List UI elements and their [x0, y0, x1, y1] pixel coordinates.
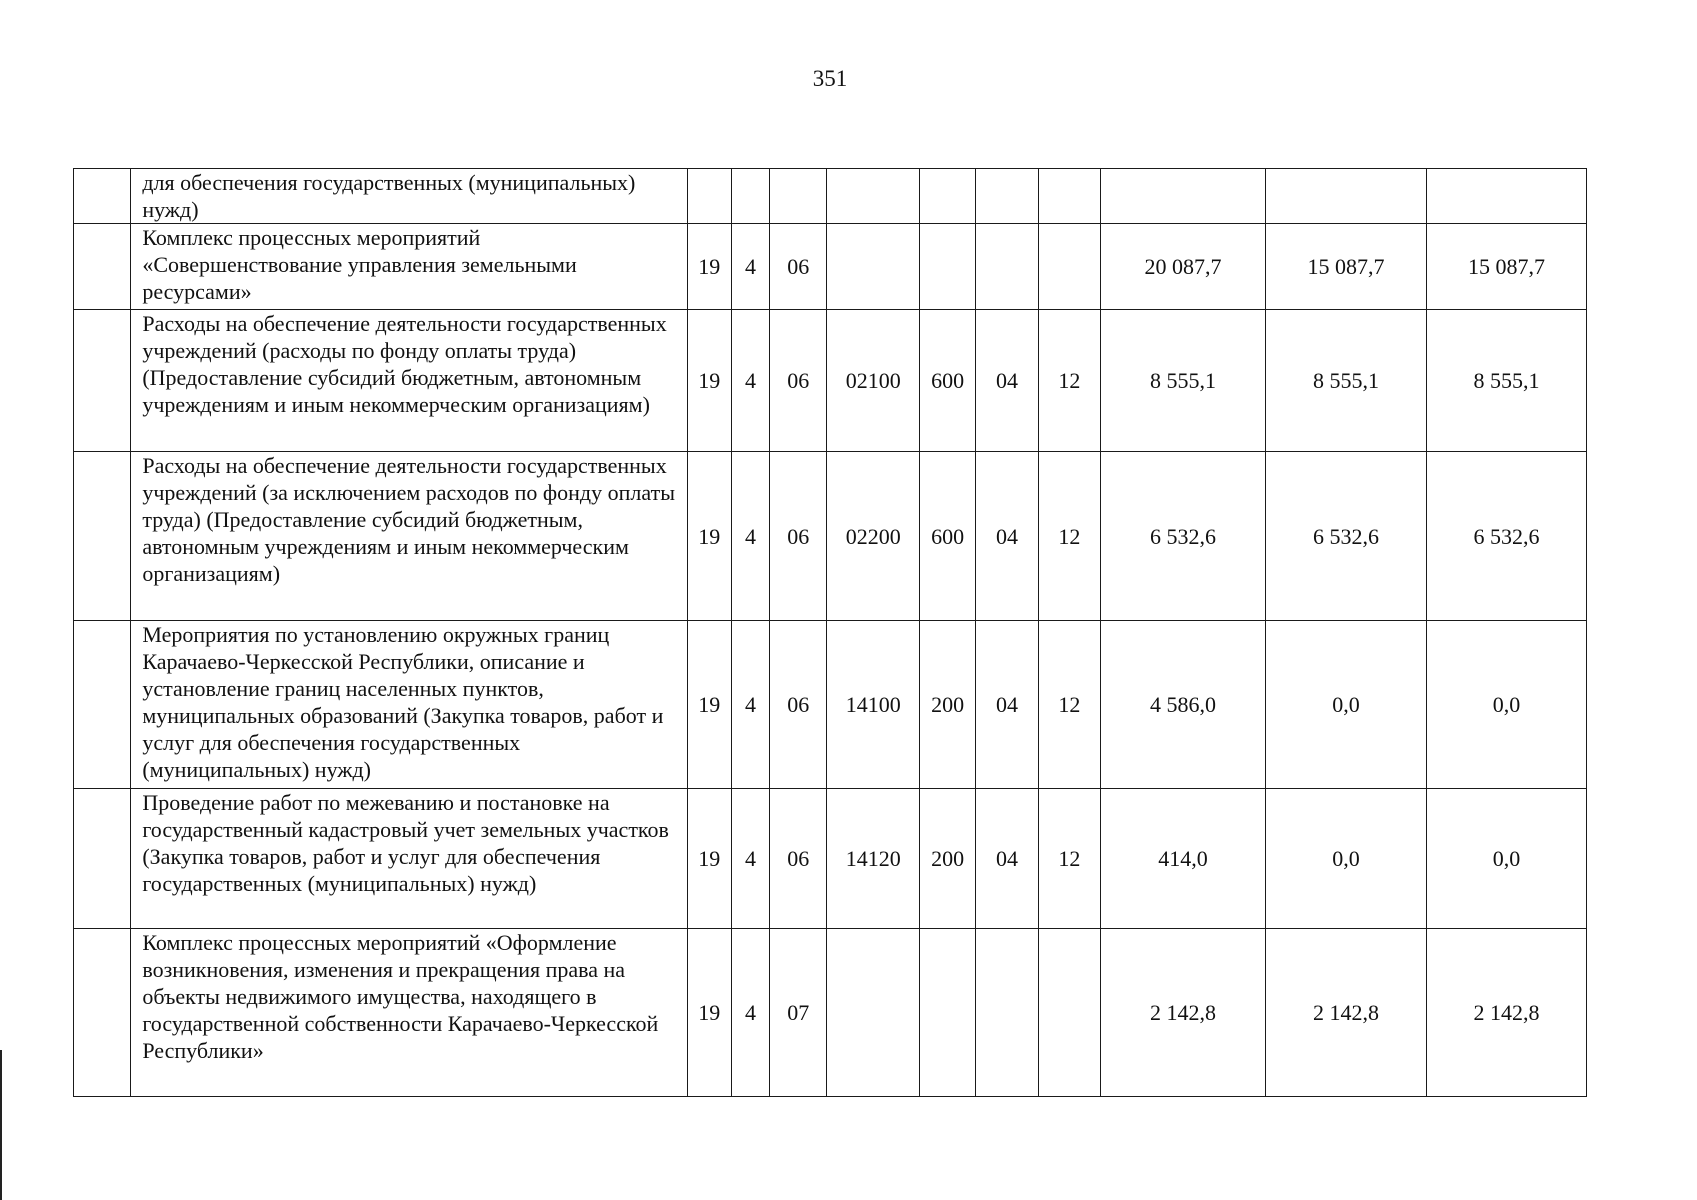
- row-number-cell: [74, 621, 131, 789]
- code-cell: 19: [687, 224, 731, 310]
- amount-cell: 20 087,7: [1101, 224, 1266, 310]
- description-cell: Расходы на обеспечение деятельности государственных учреждений (расходы по фонду оплаты труда) (Предоставление субсидий бюджетным, автономным учреждениям и иным некоммерческим организациям): [131, 310, 687, 452]
- table-row: [74, 929, 1587, 1097]
- code-cell: 4: [731, 224, 769, 310]
- code-cell: 200: [919, 789, 975, 929]
- code-cell: 600: [919, 452, 975, 621]
- code-cell: 04: [976, 310, 1038, 452]
- code-cell: 06: [770, 789, 827, 929]
- code-cell: 19: [687, 310, 731, 452]
- amount-cell: [1426, 169, 1586, 224]
- table-row: [74, 789, 1587, 929]
- amount-cell: [1265, 169, 1426, 224]
- code-cell: 06: [770, 310, 827, 452]
- code-cell: [1038, 169, 1100, 224]
- code-cell: [919, 224, 975, 310]
- code-cell: 12: [1038, 452, 1100, 621]
- amount-cell: 8 555,1: [1265, 310, 1426, 452]
- code-cell: 04: [976, 621, 1038, 789]
- code-cell: 4: [731, 452, 769, 621]
- row-number-cell: [74, 452, 131, 621]
- amount-cell: [1101, 169, 1266, 224]
- code-cell: 19: [687, 789, 731, 929]
- description-cell: Мероприятия по установлению окружных границ Карачаево-Черкесской Республики, описание и установление границ населенных пунктов, муниципальных образований (Закупка товаров, работ и услуг для обеспечения государственных (муниципальных) нужд): [131, 621, 687, 789]
- code-cell: 4: [731, 789, 769, 929]
- code-cell: 06: [770, 224, 827, 310]
- table-row: [74, 224, 1587, 310]
- amount-cell: 2 142,8: [1265, 929, 1426, 1097]
- code-cell: 4: [731, 310, 769, 452]
- amount-cell: 6 532,6: [1426, 452, 1586, 621]
- code-cell: 12: [1038, 621, 1100, 789]
- row-number-cell: [74, 310, 131, 452]
- code-cell: [731, 169, 769, 224]
- amount-cell: 414,0: [1101, 789, 1266, 929]
- code-cell: [827, 929, 920, 1097]
- amount-cell: 2 142,8: [1426, 929, 1586, 1097]
- page-number: 351: [812, 66, 848, 91]
- code-cell: [976, 169, 1038, 224]
- code-cell: [1038, 224, 1100, 310]
- code-cell: 19: [687, 621, 731, 789]
- amount-cell: 8 555,1: [1101, 310, 1266, 452]
- code-cell: [687, 169, 731, 224]
- description-cell: Комплекс процессных мероприятий «Совершенствование управления земельными ресурсами»: [131, 224, 687, 310]
- amount-cell: 2 142,8: [1101, 929, 1266, 1097]
- code-cell: 07: [770, 929, 827, 1097]
- code-cell: 600: [919, 310, 975, 452]
- code-cell: 200: [919, 621, 975, 789]
- description-cell: Комплекс процессных мероприятий «Оформление возникновения, изменения и прекращения права на объекты недвижимого имущества, находящего в государственной собственности Карачаево-Черкесской Республики»: [131, 929, 687, 1097]
- code-cell: 19: [687, 929, 731, 1097]
- amount-cell: 4 586,0: [1101, 621, 1266, 789]
- code-cell: 02100: [827, 310, 920, 452]
- code-cell: [1038, 929, 1100, 1097]
- budget-table: [73, 168, 1587, 1097]
- table-row: [74, 452, 1587, 621]
- code-cell: 14120: [827, 789, 920, 929]
- amount-cell: 6 532,6: [1265, 452, 1426, 621]
- amount-cell: 8 555,1: [1426, 310, 1586, 452]
- code-cell: [827, 224, 920, 310]
- code-cell: 4: [731, 929, 769, 1097]
- code-cell: [919, 169, 975, 224]
- amount-cell: 15 087,7: [1265, 224, 1426, 310]
- description-cell: Проведение работ по межеванию и постановке на государственный кадастровый учет земельных участков (Закупка товаров, работ и услуг для обеспечения государственных (муниципальных) нужд): [131, 789, 687, 929]
- amount-cell: 0,0: [1426, 789, 1586, 929]
- amount-cell: 15 087,7: [1426, 224, 1586, 310]
- code-cell: 12: [1038, 310, 1100, 452]
- code-cell: [976, 929, 1038, 1097]
- amount-cell: 6 532,6: [1101, 452, 1266, 621]
- description-cell: Расходы на обеспечение деятельности государственных учреждений (за исключением расходов по фонду оплаты труда) (Предоставление субсидий бюджетным, автономным учреждениям и иным некоммерческим организациям): [131, 452, 687, 621]
- code-cell: 4: [731, 621, 769, 789]
- table-row: [74, 169, 1587, 224]
- code-cell: 06: [770, 452, 827, 621]
- code-cell: 02200: [827, 452, 920, 621]
- amount-cell: 0,0: [1265, 789, 1426, 929]
- description-cell: для обеспечения государственных (муниципальных) нужд): [131, 169, 687, 224]
- amount-cell: 0,0: [1265, 621, 1426, 789]
- table-row: [74, 310, 1587, 452]
- row-number-cell: [74, 789, 131, 929]
- amount-cell: 0,0: [1426, 621, 1586, 789]
- row-number-cell: [74, 169, 131, 224]
- code-cell: [976, 224, 1038, 310]
- scan-margin-line: [0, 1050, 2, 1200]
- code-cell: 19: [687, 452, 731, 621]
- row-number-cell: [74, 224, 131, 310]
- code-cell: [770, 169, 827, 224]
- code-cell: [919, 929, 975, 1097]
- table-row: [74, 621, 1587, 789]
- code-cell: 04: [976, 789, 1038, 929]
- row-number-cell: [74, 929, 131, 1097]
- code-cell: 12: [1038, 789, 1100, 929]
- code-cell: 14100: [827, 621, 920, 789]
- code-cell: [827, 169, 920, 224]
- code-cell: 06: [770, 621, 827, 789]
- code-cell: 04: [976, 452, 1038, 621]
